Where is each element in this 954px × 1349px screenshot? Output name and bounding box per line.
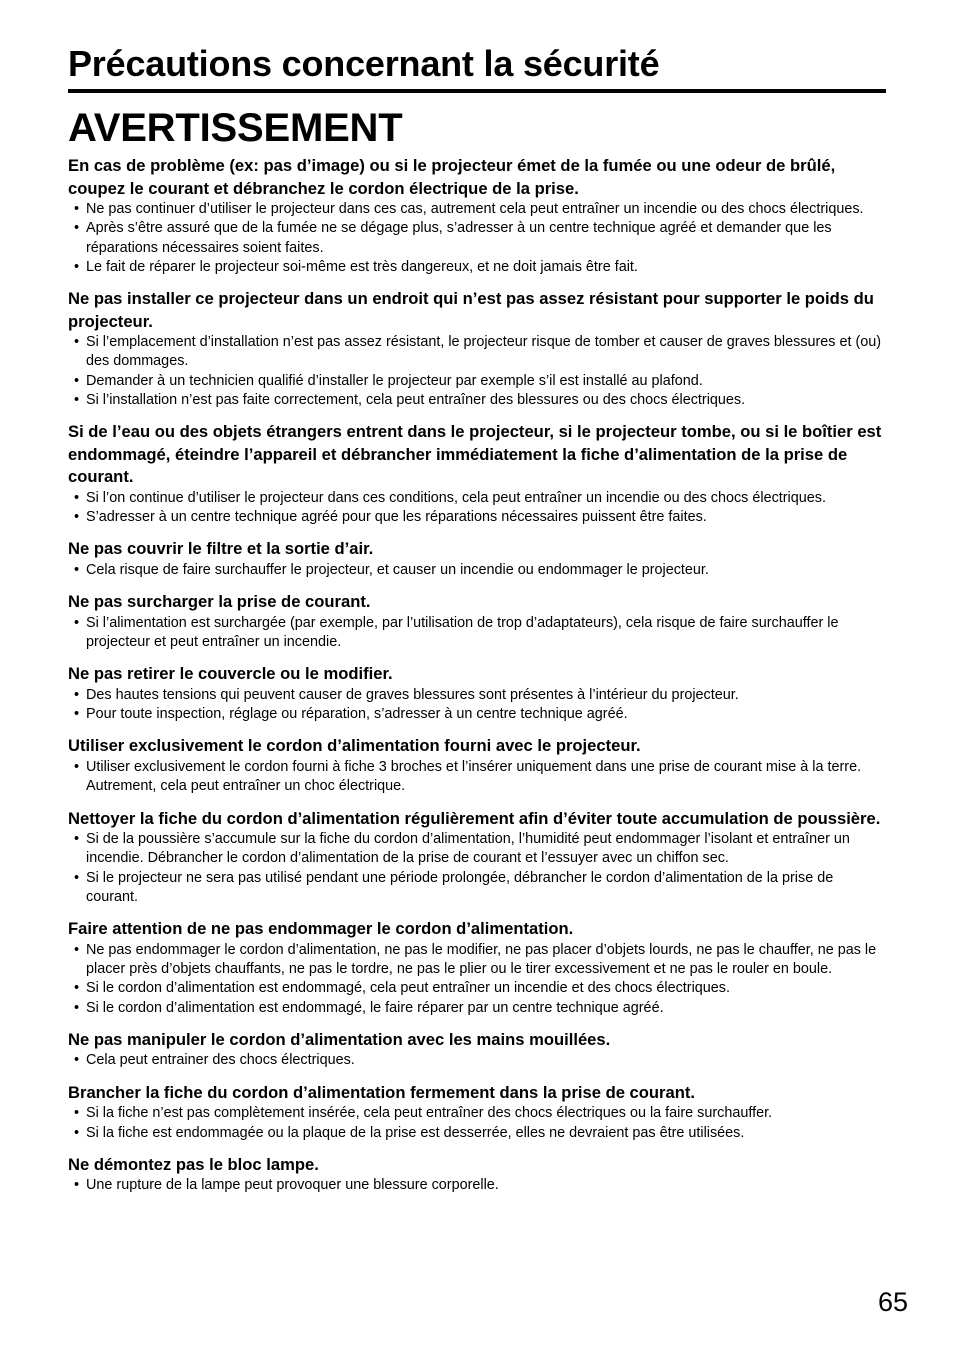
bullet-icon: •: [74, 489, 80, 506]
bullet-icon: •: [74, 1052, 80, 1069]
block-heading: Utiliser exclusivement le cordon d’alimentation fourni avec le projecteur.: [68, 736, 641, 756]
bullet-item: [68, 979, 883, 998]
bullet-text: Si la fiche n’est pas complètement insérée, cela peut entraîner des chocs électriques ou la faire surchauffer.: [86, 1105, 773, 1122]
warning-block: [68, 155, 883, 277]
bullet-text: Cela peut entrainer des chocs électriques.: [86, 1052, 355, 1069]
warning-block: [68, 421, 883, 527]
warning-block: [68, 808, 883, 908]
bullet-list: [68, 941, 883, 1018]
bullet-text: Si l’alimentation est surchargée (par exemple, par l’utilisation de trop d’adaptateurs), cela risque de faire surchauffer le projecteur et peut entraîner un incendie.: [86, 614, 839, 651]
bullet-text: Si le cordon d’alimentation est endommagé, cela peut entraîner un incendie et des chocs électriques.: [86, 980, 730, 997]
bullet-icon: •: [74, 509, 80, 526]
bullet-list: [68, 1176, 883, 1195]
bullet-text: Pour toute inspection, réglage ou réparation, s’adresser à un centre technique agréé.: [86, 706, 628, 723]
warning-block: [68, 1154, 883, 1196]
page-title: Précautions concernant la sécurité: [68, 43, 660, 84]
bullet-item: [68, 1104, 883, 1123]
bullet-list: [68, 200, 883, 277]
bullet-list: [68, 614, 883, 653]
bullet-item: [68, 372, 883, 391]
bullet-list: [68, 686, 883, 725]
bullet-text: Utiliser exclusivement le cordon fourni à fiche 3 broches et l’insérer uniquement dans une prise de courant mise à la terre. Autrement, cela peut entraîner un choc électrique.: [86, 758, 862, 795]
bullet-text: S’adresser à un centre technique agréé pour que les réparations nécessaires puissent être faites.: [86, 509, 707, 526]
bullet-list: [68, 489, 883, 528]
bullet-icon: •: [74, 258, 80, 275]
bullet-icon: •: [74, 334, 80, 351]
block-heading: Ne démontez pas le bloc lampe.: [68, 1154, 319, 1174]
bullet-text: Si le projecteur ne sera pas utilisé pendant une période prolongée, débrancher le cordon d’alimentation de la prise de courant.: [86, 869, 834, 905]
bullet-item: [68, 258, 883, 277]
bullet-item: [68, 391, 883, 410]
warning-block: [68, 288, 883, 410]
bullet-item: [68, 561, 883, 580]
bullet-item: [68, 705, 883, 724]
bullet-text: Ne pas continuer d’utiliser le projecteur dans ces cas, autrement cela peut entraîner un incendie ou des chocs électriques.: [86, 201, 864, 217]
bullet-list: [68, 561, 883, 580]
bullet-text: Si de la poussière s’accumule sur la fiche du cordon d’alimentation, l’humidité peut endommager l’isolant et entraîner un incendie. Débrancher le cordon d’alimentation de la prise de courant et l’essuyer avec un chiffon sec.: [86, 831, 850, 867]
warning-block: [68, 1029, 883, 1071]
warning-block: [68, 663, 883, 724]
warning-heading: AVERTISSEMENT: [68, 106, 403, 150]
bullet-text: Si l’on continue d’utiliser le projecteur dans ces conditions, cela peut entraîner un incendie ou des chocs électriques.: [86, 489, 826, 506]
bullet-text: Le fait de réparer le projecteur soi-même est très dangereux, et ne doit jamais être fait.: [86, 258, 638, 275]
bullet-icon: •: [74, 561, 80, 578]
bullet-item: [68, 758, 883, 797]
bullet-item: [68, 869, 883, 908]
bullet-icon: •: [74, 831, 80, 848]
bullet-text: Une rupture de la lampe peut provoquer une blessure corporelle.: [86, 1177, 499, 1194]
bullet-item: [68, 333, 883, 372]
bullet-item: [68, 1051, 883, 1070]
block-heading: Ne pas surcharger la prise de courant.: [68, 592, 371, 612]
bullet-item: [68, 1124, 883, 1143]
bullet-icon: •: [74, 758, 80, 775]
block-heading: Ne pas installer ce projecteur dans un endroit qui n’est pas assez résistant pour supporter le poids du projecteur.: [68, 289, 874, 331]
bullet-icon: •: [74, 706, 80, 723]
warning-block: [68, 1082, 883, 1143]
block-heading: Ne pas couvrir le filtre et la sortie d’air.: [68, 539, 374, 559]
bullet-text: Demander à un technicien qualifié d’installer le projecteur par exemple s’il est installé au plafond.: [86, 372, 703, 389]
bullet-item: [68, 489, 883, 508]
bullet-text: Si l’installation n’est pas faite correctement, cela peut entraîner des blessures ou des chocs électriques.: [86, 392, 746, 409]
block-heading: Si de l’eau ou des objets étrangers entrent dans le projecteur, si le projecteur tombe, ou si le boîtier est endommagé, éteindre l’appareil et débrancher immédiatement la fiche d’alimentation de la prise de courant.: [68, 422, 882, 487]
warning-block: [68, 591, 883, 652]
warning-block: [68, 918, 883, 1018]
bullet-text: Après s’être assuré que de la fumée ne se dégage plus, s’adresser à un centre technique agréé et demander que les réparations nécessaires soient faites.: [86, 220, 832, 256]
bullet-text: Si le cordon d’alimentation est endommagé, le faire réparer par un centre technique agréé.: [86, 999, 664, 1016]
bullet-text: Si la fiche est endommagée ou la plaque de la prise est desserrée, elles ne devraient pas être utilisées.: [86, 1124, 745, 1141]
block-heading: Nettoyer la fiche du cordon d’alimentation régulièrement afin d’éviter toute accumulation de poussière.: [68, 808, 881, 828]
bullet-icon: •: [74, 869, 80, 886]
bullet-item: [68, 830, 883, 869]
block-heading: En cas de problème (ex: pas d’image) ou si le projecteur émet de la fumée ou une odeur de brûlé, coupez le courant et débranchez le cordon électrique de la prise.: [68, 156, 836, 198]
bullet-icon: •: [74, 372, 80, 389]
bullet-list: [68, 333, 883, 410]
block-heading: Faire attention de ne pas endommager le cordon d’alimentation.: [68, 919, 574, 939]
bullet-item: [68, 686, 883, 705]
bullet-list: [68, 830, 883, 907]
bullet-icon: •: [74, 980, 80, 997]
bullet-list: [68, 1104, 883, 1143]
bullet-icon: •: [74, 220, 80, 237]
block-heading: Ne pas retirer le couvercle ou le modifier.: [68, 664, 393, 684]
bullet-item: [68, 219, 883, 258]
bullet-icon: •: [74, 614, 80, 631]
bullet-icon: •: [74, 686, 80, 703]
bullet-icon: •: [74, 1105, 80, 1122]
title-rule: [68, 89, 886, 93]
bullet-item: [68, 200, 883, 219]
bullet-text: Ne pas endommager le cordon d’alimentation, ne pas le modifier, ne pas placer d’objets lourds, ne pas le chauffer, ne pas le placer près d’objets chauffants, ne pas le tordre, ne pas le plier ou le tirer excessivement et ne pas le rouler en boule.: [86, 941, 877, 978]
warning-block: [68, 538, 883, 580]
bullet-list: [68, 1051, 883, 1070]
bullet-icon: •: [74, 1177, 80, 1194]
bullet-text: Cela risque de faire surchauffer le projecteur, et causer un incendie ou endommager le projecteur.: [86, 561, 709, 578]
bullet-item: [68, 614, 883, 653]
bullet-item: [68, 999, 883, 1018]
warning-content: [68, 155, 883, 1207]
bullet-icon: •: [74, 999, 80, 1016]
bullet-item: [68, 1176, 883, 1195]
bullet-text: Des hautes tensions qui peuvent causer de graves blessures sont présentes à l’intérieur du projecteur.: [86, 686, 739, 703]
bullet-text: Si l’emplacement d’installation n’est pas assez résistant, le projecteur risque de tomber et causer de graves blessures et (ou) des dommages.: [86, 334, 882, 370]
bullet-item: [68, 508, 883, 527]
bullet-list: [68, 758, 883, 797]
bullet-icon: •: [74, 1124, 80, 1141]
page-number: 65: [878, 1287, 909, 1317]
bullet-icon: •: [74, 941, 80, 958]
warning-block: [68, 735, 883, 796]
block-heading: Brancher la fiche du cordon d’alimentation fermement dans la prise de courant.: [68, 1082, 696, 1102]
block-heading: Ne pas manipuler le cordon d’alimentation avec les mains mouillées.: [68, 1029, 611, 1049]
bullet-icon: •: [74, 392, 80, 409]
bullet-icon: •: [74, 201, 80, 217]
bullet-item: [68, 941, 883, 980]
